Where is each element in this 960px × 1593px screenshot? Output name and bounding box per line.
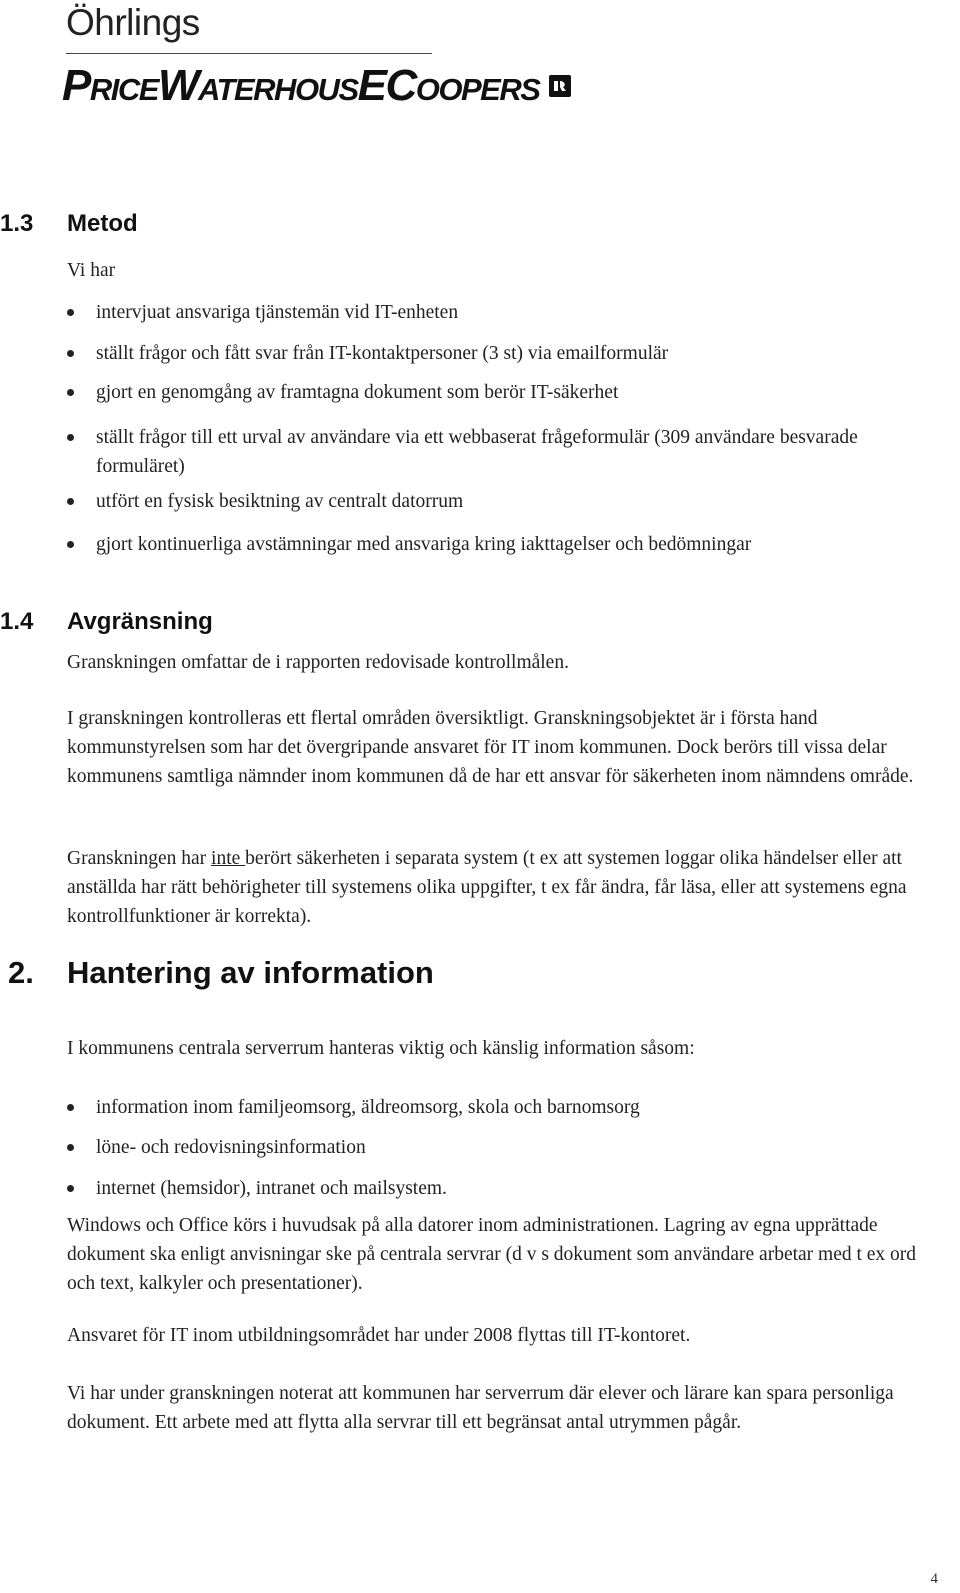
bullet-icon [67, 1144, 74, 1151]
list-item: löne- och redovisningsinformation [67, 1133, 927, 1162]
logo-ohrlings: Öhrlings [66, 2, 200, 43]
list-item: ställt frågor och fått svar från IT-kontaktpersoner (3 st) via emailformulär [67, 339, 927, 368]
logo-pricewaterhousecoopers [62, 62, 571, 110]
list-item: utfört en fysisk besiktning av centralt datorrum [67, 487, 927, 516]
section-number: 2. [8, 955, 34, 990]
bullet-icon [67, 434, 74, 441]
list-item: internet (hemsidor), intranet och mailsystem. [67, 1174, 927, 1203]
bullet-icon [67, 309, 74, 316]
section-number: 1.3 [0, 210, 34, 237]
section-title: Metod [67, 210, 138, 237]
section-title: Hantering av information [67, 955, 434, 990]
logo-wordmark: PRICEWATERHOUSECOOPERS [62, 61, 540, 110]
page-number: 4 [930, 1571, 938, 1587]
section-title: Avgränsning [67, 608, 213, 635]
list-item: gjort kontinuerliga avstämningar med ansvariga kring iakttagelser och bedömningar [67, 530, 927, 559]
seal-icon [549, 75, 571, 97]
bullet-icon [67, 1185, 74, 1192]
list-item: information inom familjeomsorg, äldreomsorg, skola och barnomsorg [67, 1093, 927, 1122]
bullet-icon [67, 1104, 74, 1111]
paragraph: Granskningen omfattar de i rapporten redovisade kontrollmålen. [67, 652, 569, 673]
bullet-icon [67, 389, 74, 396]
paragraph: I granskningen kontrolleras ett flertal områden översiktligt. Granskningsobjektet är i första hand kommunstyrelsen som har det övergripande ansvaret för IT inom kommunen. Dock berörs till vissa delar kommunens samtliga nämnder inom kommunen då de har ett ansvar för säkerheten inom nämndens område. [67, 708, 914, 787]
paragraph: Vi har under granskningen noterat att kommunen har serverrum där elever och lärare kan spara personliga dokument. Ett arbete med att flytta alla servrar till ett begränsat antal utrymmen pågår. [67, 1383, 894, 1433]
section-1-3-intro: Vi har [67, 260, 116, 281]
bullet-icon [67, 498, 74, 505]
list-item: gjort en genomgång av framtagna dokument som berör IT-säkerhet [67, 378, 927, 407]
paragraph: Windows och Office körs i huvudsak på alla datorer inom administrationen. Lagring av egna upprättade dokument ska enligt anvisningar ske på centrala servrar (d v s dokument som användare arbetar med t ex ord och text, kalkyler och presentationer). [67, 1215, 917, 1294]
list-item: intervjuat ansvariga tjänstemän vid IT-enheten [67, 298, 927, 327]
paragraph: Granskningen har inte berört säkerheten i separata system (t ex att systemen loggar olika händelser eller att anställda har rätt behörigheter till systemens olika uppgifter, t ex får ändra, får läsa, eller att systemens egna kontrollfunktioner är korrekta). [67, 848, 907, 927]
bullet-icon [67, 350, 74, 357]
section-number: 1.4 [0, 608, 34, 635]
bullet-icon [67, 541, 74, 548]
list-item: ställt frågor till ett urval av användare via ett webbaserat frågeformulär (309 användare besvarade formuläret) [67, 423, 937, 481]
logo-divider [66, 53, 432, 54]
underlined-emphasis: inte [211, 848, 246, 869]
paragraph: I kommunens centrala serverrum hanteras viktig och känslig information såsom: [67, 1038, 695, 1059]
paragraph: Ansvaret för IT inom utbildningsområdet har under 2008 flyttas till IT-kontoret. [67, 1325, 691, 1346]
